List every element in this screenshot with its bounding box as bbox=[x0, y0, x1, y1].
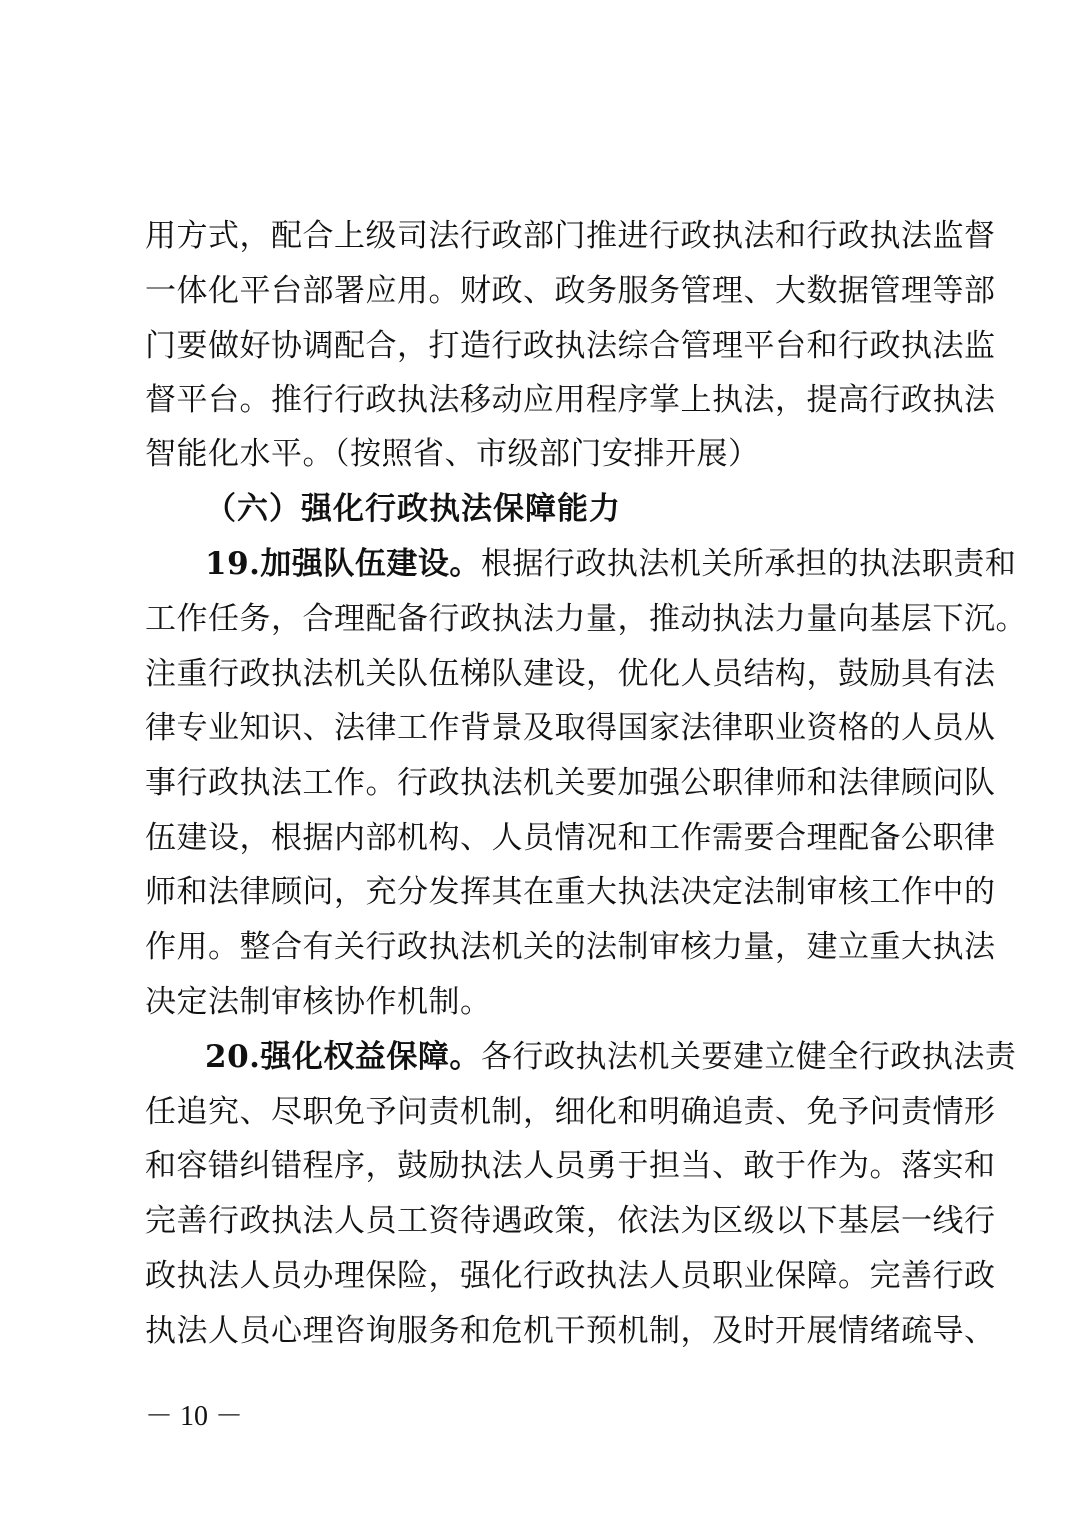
item-20-first-line bbox=[205, 1029, 1017, 1085]
paragraph-line: 作用。整合有关行政执法机关的法制审核力量，建立重大执法 bbox=[145, 929, 996, 965]
paragraph-line: 和容错纠错程序，鼓励执法人员勇于担当、敢于作为。落实和 bbox=[145, 1148, 996, 1184]
item-20-first-line-text: 各行政执法机关要建立健全行政执法责 bbox=[480, 1039, 1017, 1075]
item-19-first-line bbox=[205, 536, 1017, 592]
paragraph-line: 政执法人员办理保险，强化行政执法人员职业保障。完善行政 bbox=[145, 1258, 996, 1294]
paragraph-line: 任追究、尽职免予问责机制，细化和明确追责、免予问责情形 bbox=[145, 1094, 996, 1130]
page-number: － 10 － bbox=[145, 1401, 244, 1432]
paragraph-line: 伍建设，根据内部机构、人员情况和工作需要合理配备公职律 bbox=[145, 820, 996, 856]
paragraph-line: 一体化平台部署应用。财政、政务服务管理、大数据管理等部 bbox=[145, 273, 996, 309]
paragraph-line: 智能化水平。（按照省、市级部门安排开展） bbox=[145, 436, 760, 472]
item-19-title: 19.加强队伍建设。 bbox=[205, 546, 481, 582]
paragraph-line: 门要做好协调配合，打造行政执法综合管理平台和行政执法监 bbox=[145, 328, 996, 364]
paragraph-line: 完善行政执法人员工资待遇政策，依法为区级以下基层一线行 bbox=[145, 1203, 996, 1239]
paragraph-line: 督平台。推行行政执法移动应用程序掌上执法，提高行政执法 bbox=[145, 382, 996, 418]
paragraph-line: 工作任务，合理配备行政执法力量，推动执法力量向基层下沉。 bbox=[145, 601, 1027, 637]
paragraph-line: 师和法律顾问，充分发挥其在重大执法决定法制审核工作中的 bbox=[145, 874, 996, 910]
paragraph-line: 事行政执法工作。行政执法机关要加强公职律师和法律顾问队 bbox=[145, 765, 996, 801]
item-20-title: 20.强化权益保障。 bbox=[205, 1039, 481, 1075]
paragraph-line: 决定法制审核协作机制。 bbox=[145, 984, 492, 1020]
paragraph-line: 注重行政执法机关队伍梯队建设，优化人员结构，鼓励具有法 bbox=[145, 656, 996, 692]
paragraph-line: 律专业知识、法律工作背景及取得国家法律职业资格的人员从 bbox=[145, 710, 996, 746]
item-19-first-line-text: 根据行政执法机关所承担的执法职责和 bbox=[480, 546, 1017, 582]
paragraph-line: 用方式，配合上级司法行政部门推进行政执法和行政执法监督 bbox=[145, 218, 996, 254]
section-heading: （六）强化行政执法保障能力 bbox=[205, 491, 621, 527]
paragraph-line: 执法人员心理咨询服务和危机干预机制，及时开展情绪疏导、 bbox=[145, 1313, 996, 1349]
